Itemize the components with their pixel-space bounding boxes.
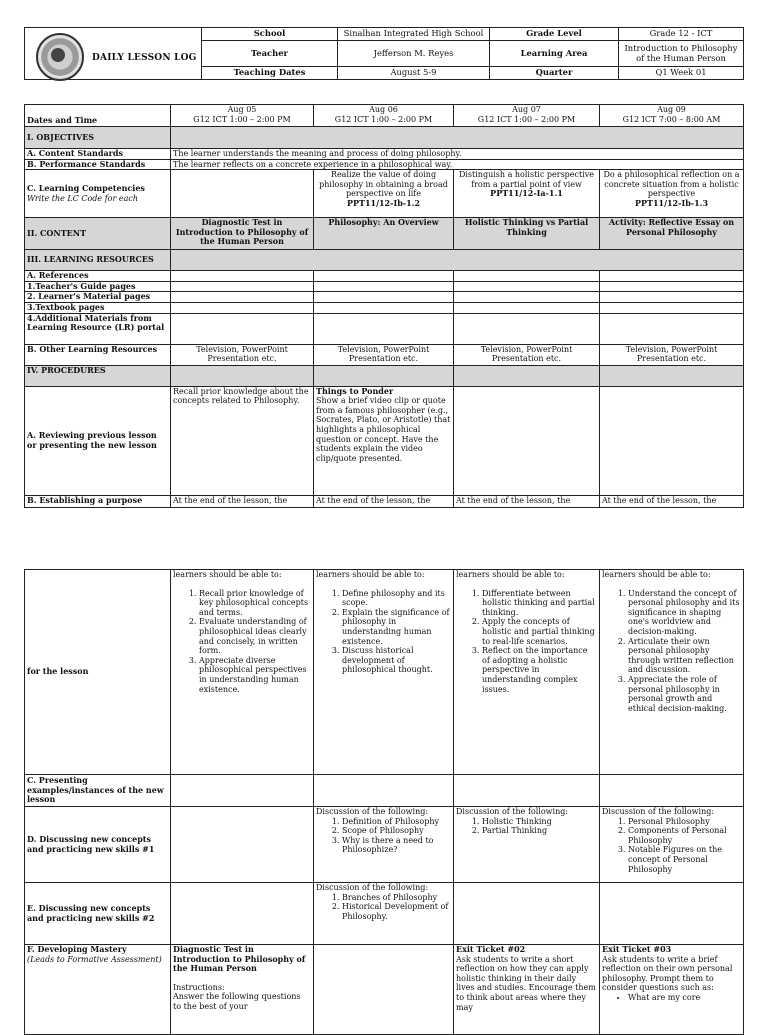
list-item: 1. Personal Philosophy	[628, 817, 741, 827]
list-item: 2. Partial Thinking	[482, 826, 597, 836]
performance-standards-text: The learner reflects on a concrete experience in a philosophical way.	[171, 159, 744, 170]
list-item: 3. Reflect on the importance of adopting a holistic perspective in understanding complex issues.	[482, 646, 597, 694]
list-item: 3. Why is there a need to Philosophize?	[342, 836, 451, 855]
learning-competencies-label	[25, 170, 171, 218]
cell	[600, 386, 744, 495]
cell	[600, 365, 744, 386]
quarter-label: Quarter	[490, 67, 619, 80]
textbook-label: 3.Textbook pages	[25, 302, 171, 313]
purpose-list	[602, 589, 741, 714]
cell	[454, 292, 600, 303]
performance-standards-label: B. Performance Standards	[25, 159, 171, 170]
competency-1	[171, 170, 314, 218]
cell	[314, 365, 454, 386]
area-label: Learning Area	[490, 41, 619, 67]
cell	[600, 775, 744, 807]
mastery-title: F. Developing Mastery	[27, 944, 127, 954]
cell	[171, 302, 314, 313]
cell	[314, 271, 454, 282]
discussion-intro: Discussion of the following:	[316, 807, 429, 816]
competency-text: Realize the value of doing philosophy in obtaining a broad perspective on life	[319, 170, 448, 199]
dates-value: August 5-9	[338, 67, 490, 80]
competency-code: PPT11/12-Ib-1.3	[634, 197, 709, 208]
cell	[171, 883, 314, 945]
list-item: 3. Appreciate the role of personal philosophy in personal growth and ethical decision-making.	[628, 675, 741, 713]
lesson-grid-page-1	[24, 104, 744, 508]
objectives-section: I. OBJECTIVES	[25, 127, 171, 149]
cell	[454, 302, 600, 313]
mastery-col4	[600, 945, 744, 1035]
list-item: 1. Recall prior knowledge of key philosophical concepts and terms.	[199, 589, 311, 618]
discussion2-col2	[314, 883, 454, 945]
content-title-1: Diagnostic Test in Introduction to Philosophy of the Human Person	[171, 218, 314, 250]
exit-ticket-2-title: Exit Ticket #02	[456, 944, 526, 954]
discussing1-label: D. Discussing new concepts and practicing new skills #1	[25, 807, 171, 883]
purpose-intro: learners should be able to:	[316, 570, 425, 579]
things-to-ponder-title: Things to Ponder	[316, 386, 394, 396]
competency-text: Do a philosophical reflection on a concrete situation from a holistic perspective	[603, 170, 740, 199]
school-label: School	[202, 28, 338, 41]
cell	[454, 281, 600, 292]
purpose-intro-3: At the end of the lesson, the	[454, 495, 600, 507]
list-item: 2. Historical Development of Philosophy.	[342, 902, 451, 921]
col-date: Aug 07	[512, 105, 541, 114]
cell	[314, 775, 454, 807]
col-date: Aug 06	[369, 105, 398, 114]
cell	[600, 883, 744, 945]
cell	[314, 292, 454, 303]
list-item: 1. Understand the concept of personal philosophy and its significance in shaping one's worldview and decision-making.	[628, 589, 741, 637]
grade-value: Grade 12 - ICT	[619, 28, 744, 41]
learners-material-label: 2. Learner's Material pages	[25, 292, 171, 303]
teacher-value: Jefferson M. Reyes	[338, 41, 490, 67]
list-item: 3. Appreciate diverse philosophical perspectives in understanding human existence.	[199, 656, 311, 694]
exit-ticket-3-list	[602, 993, 741, 1003]
list-item: 3. Discuss historical development of philosophical thought.	[342, 646, 451, 675]
discussion-list	[316, 893, 451, 922]
instructions-text: Answer the following questions to the best of your	[173, 992, 301, 1011]
purpose-intro-4: At the end of the lesson, the	[600, 495, 744, 507]
dates-label: Teaching Dates	[202, 67, 338, 80]
discussion-intro: Discussion of the following:	[316, 883, 429, 892]
quarter-value: Q1 Week 01	[619, 67, 744, 80]
purpose-col3	[454, 570, 600, 775]
purpose-list	[456, 589, 597, 695]
cell	[454, 883, 600, 945]
competency-2	[314, 170, 454, 218]
cell	[171, 807, 314, 883]
cell	[314, 302, 454, 313]
mastery-col3	[454, 945, 600, 1035]
form-title: DAILY LESSON LOG	[92, 53, 197, 63]
purpose-intro: learners should be able to:	[602, 570, 711, 579]
competency-4	[600, 170, 744, 218]
content-title-2: Philosophy: An Overview	[314, 218, 454, 250]
other-resources-2: Television, PowerPoint Presentation etc.	[314, 344, 454, 365]
mastery-col1	[171, 945, 314, 1035]
col-time: G12 ICT 1:00 – 2:00 PM	[334, 114, 433, 124]
col-date: Aug 05	[227, 105, 257, 114]
cell	[454, 365, 600, 386]
purpose-intro: learners should be able to:	[173, 570, 282, 579]
cell	[314, 945, 454, 1035]
list-item: • What are my core	[628, 993, 741, 1003]
cell	[600, 313, 744, 344]
instructions-label: Instructions:	[173, 982, 225, 992]
additional-materials-label: 4.Additional Materials from Learning Resource (LR) portal	[25, 313, 171, 344]
cell	[454, 313, 600, 344]
purpose-list	[173, 589, 311, 695]
col-time: G12 ICT 1:00 – 2:00 PM	[477, 114, 576, 124]
teacher-label: Teacher	[202, 41, 338, 67]
lesson-grid-page-2	[24, 569, 744, 1035]
other-resources-3: Television, PowerPoint Presentation etc.	[454, 344, 600, 365]
col-header-2	[314, 105, 454, 127]
purpose-intro-2: At the end of the lesson, the	[314, 495, 454, 507]
list-item: 2. Components of Personal Philosophy	[628, 826, 741, 845]
col-header-3	[454, 105, 600, 127]
list-item: 2. Articulate their own personal philosophy through written reflection and discussion.	[628, 637, 741, 675]
discussion-list	[602, 817, 741, 875]
col-time: G12 ICT 1:00 – 2:00 PM	[193, 114, 291, 124]
competency-3	[454, 170, 600, 218]
exit-ticket-3-text: Ask students to write a brief reflection on their own personal philosophy. Prompt them to consider questions such as:	[602, 954, 733, 993]
discussion-intro: Discussion of the following:	[602, 807, 715, 816]
cell	[600, 292, 744, 303]
lc-note: Write the LC Code for each	[27, 193, 138, 203]
exit-ticket-2-text: Ask students to write a short reflection on how they can apply holistic thinking in their daily lives and studies. Encourage them to think about areas where they may	[456, 954, 596, 1012]
presenting-label: C. Presenting examples/instances of the new lesson	[25, 775, 171, 807]
exit-ticket-3-title: Exit Ticket #03	[602, 944, 672, 954]
purpose-col1	[171, 570, 314, 775]
list-item: 1. Holistic Thinking	[482, 817, 597, 827]
reviewing-col2	[314, 386, 454, 495]
list-item: 1. Define philosophy and its scope.	[342, 589, 451, 608]
content-title-3: Holistic Thinking vs Partial Thinking	[454, 218, 600, 250]
cell	[600, 271, 744, 282]
other-resources-label: B. Other Learning Resources	[25, 344, 171, 365]
list-item: 2. Explain the significance of philosophy in understanding human existence.	[342, 608, 451, 646]
cell	[600, 281, 744, 292]
purpose-col2	[314, 570, 454, 775]
reviewing-col1: Recall prior knowledge about the concepts related to Philosophy.	[171, 386, 314, 495]
cell	[454, 271, 600, 282]
list-item: 1. Branches of Philosophy	[342, 893, 451, 903]
learning-resources-section: III. LEARNING RESOURCES	[25, 250, 171, 271]
cell	[171, 271, 314, 282]
references-label: A. References	[25, 271, 171, 282]
area-value: Introduction to Philosophy of the Human Person	[619, 41, 744, 67]
competency-code: PPT11/12-Ia-1.1	[490, 188, 563, 199]
cell	[171, 292, 314, 303]
discussion1-col2	[314, 807, 454, 883]
mastery-note: (Leads to Formative Assessment)	[27, 954, 162, 964]
purpose-intro: learners should be able to:	[456, 570, 565, 579]
lc-title: C. Learning Competencies	[27, 183, 145, 194]
cell	[171, 313, 314, 344]
purpose-label: B. Establishing a purpose	[25, 495, 171, 507]
competency-text: Distinguish a holistic perspective from a partial point of view	[458, 170, 595, 189]
school-seal-icon	[36, 33, 84, 81]
discussion-list	[456, 817, 597, 836]
teachers-guide-label: 1.Teacher's Guide pages	[25, 281, 171, 292]
things-to-ponder-text: Show a brief video clip or quote from a famous philosopher (e.g., Socrates, Plato, or Aristotle) that highlights a philosophical question or concept. Have the students explain the video clip/quote presented.	[316, 396, 451, 463]
discussion1-col3	[454, 807, 600, 883]
content-standards-text: The learner understands the meaning and process of doing philosophy.	[171, 149, 744, 160]
list-item: 2. Apply the concepts of holistic and partial thinking to real-life scenarios.	[482, 617, 597, 646]
cell	[454, 386, 600, 495]
discussion1-col4	[600, 807, 744, 883]
mastery-label	[25, 945, 171, 1035]
purpose-intro-1: At the end of the lesson, the	[171, 495, 314, 507]
discussing2-label: E. Discussing new concepts and practicing new skills #2	[25, 883, 171, 945]
grade-label: Grade Level	[490, 28, 619, 41]
list-item: 2. Scope of Philosophy	[342, 826, 451, 836]
learning-resources-fill	[171, 250, 744, 271]
list-item: 3. Notable Figures on the concept of Personal Philosophy	[628, 845, 741, 874]
discussion-list	[316, 817, 451, 855]
col-time: G12 ICT 7:00 – 8:00 AM	[622, 114, 721, 124]
competency-code: PPT11/12-Ib-1.2	[346, 197, 421, 208]
col-date: Aug 09	[657, 105, 686, 114]
content-section: II. CONTENT	[25, 218, 171, 250]
reviewing-label: A. Reviewing previous lesson or presenting the new lesson	[25, 386, 171, 495]
cell	[600, 302, 744, 313]
cell	[454, 775, 600, 807]
cell	[171, 365, 314, 386]
cell	[171, 775, 314, 807]
cell	[314, 281, 454, 292]
content-standards-label: A. Content Standards	[25, 149, 171, 160]
discussion-intro: Discussion of the following:	[456, 807, 569, 816]
col-header-4	[600, 105, 744, 127]
diagnostic-title: Diagnostic Test in Introduction to Philosophy of the Human Person	[173, 944, 306, 974]
purpose-list	[316, 589, 451, 675]
purpose-cont-label: for the lesson	[25, 570, 171, 775]
cell	[171, 281, 314, 292]
dates-time-label: Dates and Time	[25, 105, 171, 127]
other-resources-1: Television, PowerPoint Presentation etc.	[171, 344, 314, 365]
purpose-col4	[600, 570, 744, 775]
objectives-fill	[171, 127, 744, 149]
list-item: 1. Definition of Philosophy	[342, 817, 451, 827]
school-value: Sinalhan Integrated High School	[338, 28, 490, 41]
list-item: 2. Evaluate understanding of philosophical ideas clearly and concisely, in written form.	[199, 617, 311, 655]
content-title-4: Activity: Reflective Essay on Personal Philosophy	[600, 218, 744, 250]
list-item: 1. Differentiate between holistic thinking and partial thinking.	[482, 589, 597, 618]
col-header-1	[171, 105, 314, 127]
procedures-section: IV. PROCEDURES	[25, 365, 171, 386]
cell	[314, 313, 454, 344]
other-resources-4: Television, PowerPoint Presentation etc.	[600, 344, 744, 365]
